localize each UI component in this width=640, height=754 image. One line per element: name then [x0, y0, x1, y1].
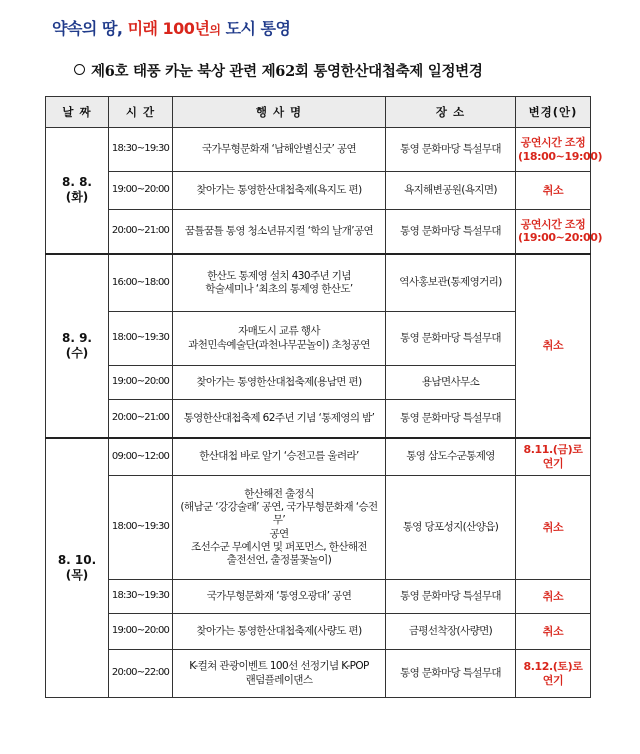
page-title-text: 제6호 태풍 카눈 북상 관련 제62회 통영한산대첩축제 일정변경 — [91, 63, 483, 80]
col-header-date: 날 짜 — [46, 97, 109, 128]
slogan-part2: 미래 100년 — [127, 19, 210, 38]
time-cell: 20:00~22:00 — [109, 650, 173, 698]
place-cell: 통영 문화마당 특설무대 — [386, 580, 516, 614]
place-cell: 욕지해변공원(욕지면) — [386, 172, 516, 210]
event-cell: 찾아가는 통영한산대첩축제(욕지도 편) — [173, 172, 386, 210]
place-cell: 통영 문화마당 특설무대 — [386, 128, 516, 172]
schedule-table — [45, 96, 603, 698]
event-cell: 찾아가는 통영한산대첩축제(용남면 편) — [173, 366, 386, 400]
place-cell: 용남면사무소 — [386, 366, 516, 400]
event-cell: 국가무형문화재 ‘남해안별신굿’ 공연 — [173, 128, 386, 172]
change-cell: 취소 — [516, 172, 591, 210]
table-row — [46, 476, 591, 580]
place-cell: 역사홍보관(통제영거리) — [386, 254, 516, 312]
slogan-part1: 약속의 땅, — [52, 19, 123, 38]
date-cell-day2: 8. 9. (수) — [46, 254, 109, 438]
date-cell-day3: 8. 10. (목) — [46, 438, 109, 698]
time-cell: 18:00~19:30 — [109, 312, 173, 366]
table-row — [46, 614, 591, 650]
place-cell: 통영 문화마당 특설무대 — [386, 650, 516, 698]
place-cell: 통영 삼도수군통제영 — [386, 438, 516, 476]
time-cell: 19:00~20:00 — [109, 614, 173, 650]
event-cell: 국가무형문화재 ‘통영오광대’ 공연 — [173, 580, 386, 614]
table-row — [46, 580, 591, 614]
event-cell: 한산해전 출정식 (해남군 ‘강강술래’ 공연, 국가무형문화재 ‘승전무’ 공연 조선수군 무예시연 및 퍼포먼스, 한산해전 출전선언, 출정불꽃놀이) — [173, 476, 386, 580]
place-cell: 금평선착장(사량면) — [386, 614, 516, 650]
table-row — [46, 254, 591, 312]
time-cell: 18:00~19:30 — [109, 476, 173, 580]
time-cell: 20:00~21:00 — [109, 210, 173, 254]
table-row — [46, 128, 591, 172]
event-cell: 꿈틀꿈틀 통영 청소년뮤지컬 ‘학의 날개’공연 — [173, 210, 386, 254]
col-header-change: 변경(안) — [516, 97, 591, 128]
time-cell: 09:00~12:00 — [109, 438, 173, 476]
page-title — [74, 60, 483, 81]
table-row — [46, 650, 591, 698]
table-header-row — [46, 97, 591, 128]
table-row — [46, 312, 591, 366]
slogan-part3: 의 — [209, 23, 221, 37]
col-header-event: 행 사 명 — [173, 97, 386, 128]
change-cell: 취소 — [516, 614, 591, 650]
time-cell: 18:30~19:30 — [109, 580, 173, 614]
change-cell: 취소 — [516, 476, 591, 580]
table-row — [46, 210, 591, 254]
event-cell: 한산대첩 바로 알기 ‘승전고를 울려라’ — [173, 438, 386, 476]
table-row — [46, 366, 591, 400]
place-cell: 통영 문화마당 특설무대 — [386, 210, 516, 254]
circle-bullet-icon — [74, 64, 85, 75]
time-cell: 16:00~18:00 — [109, 254, 173, 312]
event-cell: 자매도시 교류 행사 과천민속예술단(과천나무꾼놀이) 초청공연 — [173, 312, 386, 366]
table-row — [46, 400, 591, 438]
time-cell: 19:00~20:00 — [109, 172, 173, 210]
table-row — [46, 172, 591, 210]
change-cell: 공연시간 조정 (19:00~20:00) — [516, 210, 591, 254]
event-cell: 통영한산대첩축제 62주년 기념 ‘통제영의 밤’ — [173, 400, 386, 438]
slogan-logo — [52, 16, 290, 39]
table-row — [46, 438, 591, 476]
time-cell: 20:00~21:00 — [109, 400, 173, 438]
place-cell: 통영 문화마당 특설무대 — [386, 312, 516, 366]
change-cell: 공연시간 조정 (18:00~19:00) — [516, 128, 591, 172]
slogan-part4: 도시 통영 — [225, 19, 291, 38]
change-cell-day2: 취소 — [516, 254, 591, 438]
event-cell: 찾아가는 통영한산대첩축제(사량도 편) — [173, 614, 386, 650]
change-cell: 8.12.(토)로 연기 — [516, 650, 591, 698]
change-cell: 취소 — [516, 580, 591, 614]
place-cell: 통영 당포성지(산양읍) — [386, 476, 516, 580]
col-header-time: 시 간 — [109, 97, 173, 128]
time-cell: 18:30~19:30 — [109, 128, 173, 172]
col-header-place: 장 소 — [386, 97, 516, 128]
time-cell: 19:00~20:00 — [109, 366, 173, 400]
change-cell: 8.11.(금)로 연기 — [516, 438, 591, 476]
event-cell: 한산도 통제영 설치 430주년 기념 학술세미나 ‘최초의 통제영 한산도’ — [173, 254, 386, 312]
date-cell-day1: 8. 8. (화) — [46, 128, 109, 254]
place-cell: 통영 문화마당 특설무대 — [386, 400, 516, 438]
event-cell: K-컬쳐 관광이벤트 100선 선정기념 K-POP 랜덤플레이댄스 — [173, 650, 386, 698]
